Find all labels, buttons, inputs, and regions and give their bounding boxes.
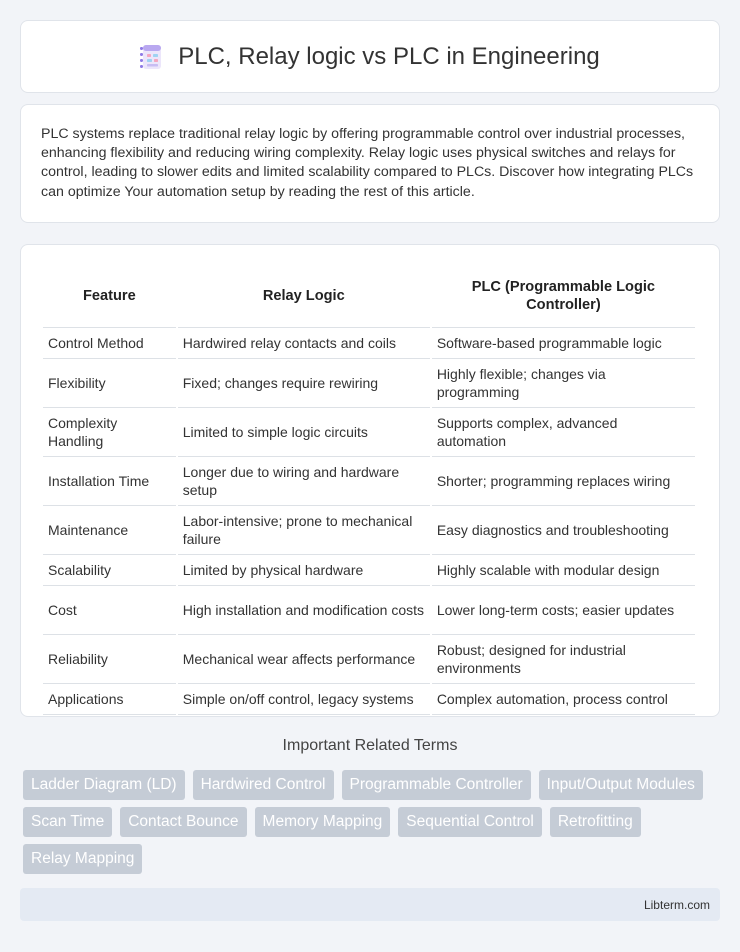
cell-relay: Hardwired relay contacts and coils: [178, 328, 430, 359]
cell-plc: Supports complex, advanced automation: [432, 408, 695, 457]
cell-feature: Scalability: [43, 555, 176, 586]
document-icon: [140, 44, 164, 70]
cell-feature: Control Method: [43, 328, 176, 359]
table-row: [43, 555, 695, 586]
table-row: [43, 457, 695, 506]
cell-relay: Fixed; changes require rewiring: [178, 359, 430, 408]
tag-retrofitting[interactable]: Retrofitting: [550, 807, 641, 837]
cell-plc: Complex automation, process control: [432, 684, 695, 715]
cell-feature: Complexity Handling: [43, 408, 176, 457]
intro-card: [20, 104, 720, 223]
header-relay-logic: Relay Logic: [178, 264, 430, 328]
tag-row: [23, 770, 723, 800]
cell-plc: Lower long-term costs; easier updates: [432, 586, 695, 635]
cell-feature: Cost: [43, 586, 176, 635]
table-row: [43, 635, 695, 684]
cell-plc: Robust; designed for industrial environments: [432, 635, 695, 684]
tag-relay-mapping[interactable]: Relay Mapping: [23, 844, 142, 874]
tag-row: [23, 844, 723, 874]
related-terms-title: Important Related Terms: [282, 737, 458, 754]
table-row: [43, 684, 695, 715]
comparison-table: [41, 264, 697, 715]
intro-paragraph: PLC systems replace traditional relay logic by offering programmable control over industrial processes, enhancing flexibility and reducing wiring complexity. Relay logic uses physical switches and relays for control, leading to slower edits and limited scalability compared to PLCs. Discover how integrating PLCs can optimize Your automation setup by reading the rest of this article.: [41, 126, 694, 200]
table-row: [43, 408, 695, 457]
cell-relay: Mechanical wear affects performance: [178, 635, 430, 684]
page-title: PLC, Relay logic vs PLC in Engineering: [178, 42, 600, 70]
title-wrap: [140, 43, 600, 71]
tag-ladder-diagram[interactable]: Ladder Diagram (LD): [23, 770, 185, 800]
tag-row: [23, 807, 723, 837]
cell-feature: Applications: [43, 684, 176, 715]
tag-memory-mapping[interactable]: Memory Mapping: [255, 807, 391, 837]
tag-sequential-control[interactable]: Sequential Control: [398, 807, 542, 837]
tag-programmable-controller[interactable]: Programmable Controller: [342, 770, 531, 800]
table-row: [43, 359, 695, 408]
cell-feature: Reliability: [43, 635, 176, 684]
tag-io-modules[interactable]: Input/Output Modules: [539, 770, 703, 800]
comparison-table-card: [20, 244, 720, 717]
related-terms-list: [23, 770, 723, 881]
cell-relay: Limited to simple logic circuits: [178, 408, 430, 457]
cell-feature: Maintenance: [43, 506, 176, 555]
tag-scan-time[interactable]: Scan Time: [23, 807, 112, 837]
header-plc: PLC (Programmable Logic Controller): [432, 264, 695, 328]
cell-relay: Limited by physical hardware: [178, 555, 430, 586]
cell-relay: Longer due to wiring and hardware setup: [178, 457, 430, 506]
cell-relay: Labor-intensive; prone to mechanical failure: [178, 506, 430, 555]
table-header-row: [43, 264, 695, 328]
header-card: [20, 20, 720, 93]
footer-site-link[interactable]: Libterm.com: [643, 897, 710, 912]
cell-plc: Shorter; programming replaces wiring: [432, 457, 695, 506]
footer: [20, 888, 720, 921]
cell-feature: Flexibility: [43, 359, 176, 408]
table-row: [43, 506, 695, 555]
cell-plc: Highly flexible; changes via programming: [432, 359, 695, 408]
cell-plc: Highly scalable with modular design: [432, 555, 695, 586]
cell-feature: Installation Time: [43, 457, 176, 506]
table-row: [43, 586, 695, 635]
header-feature: Feature: [43, 264, 176, 328]
cell-relay: Simple on/off control, legacy systems: [178, 684, 430, 715]
tag-hardwired-control[interactable]: Hardwired Control: [193, 770, 334, 800]
tag-contact-bounce[interactable]: Contact Bounce: [120, 807, 246, 837]
table-row: [43, 328, 695, 359]
cell-plc: Software-based programmable logic: [432, 328, 695, 359]
cell-plc: Easy diagnostics and troubleshooting: [432, 506, 695, 555]
cell-relay: High installation and modification costs: [178, 586, 430, 635]
